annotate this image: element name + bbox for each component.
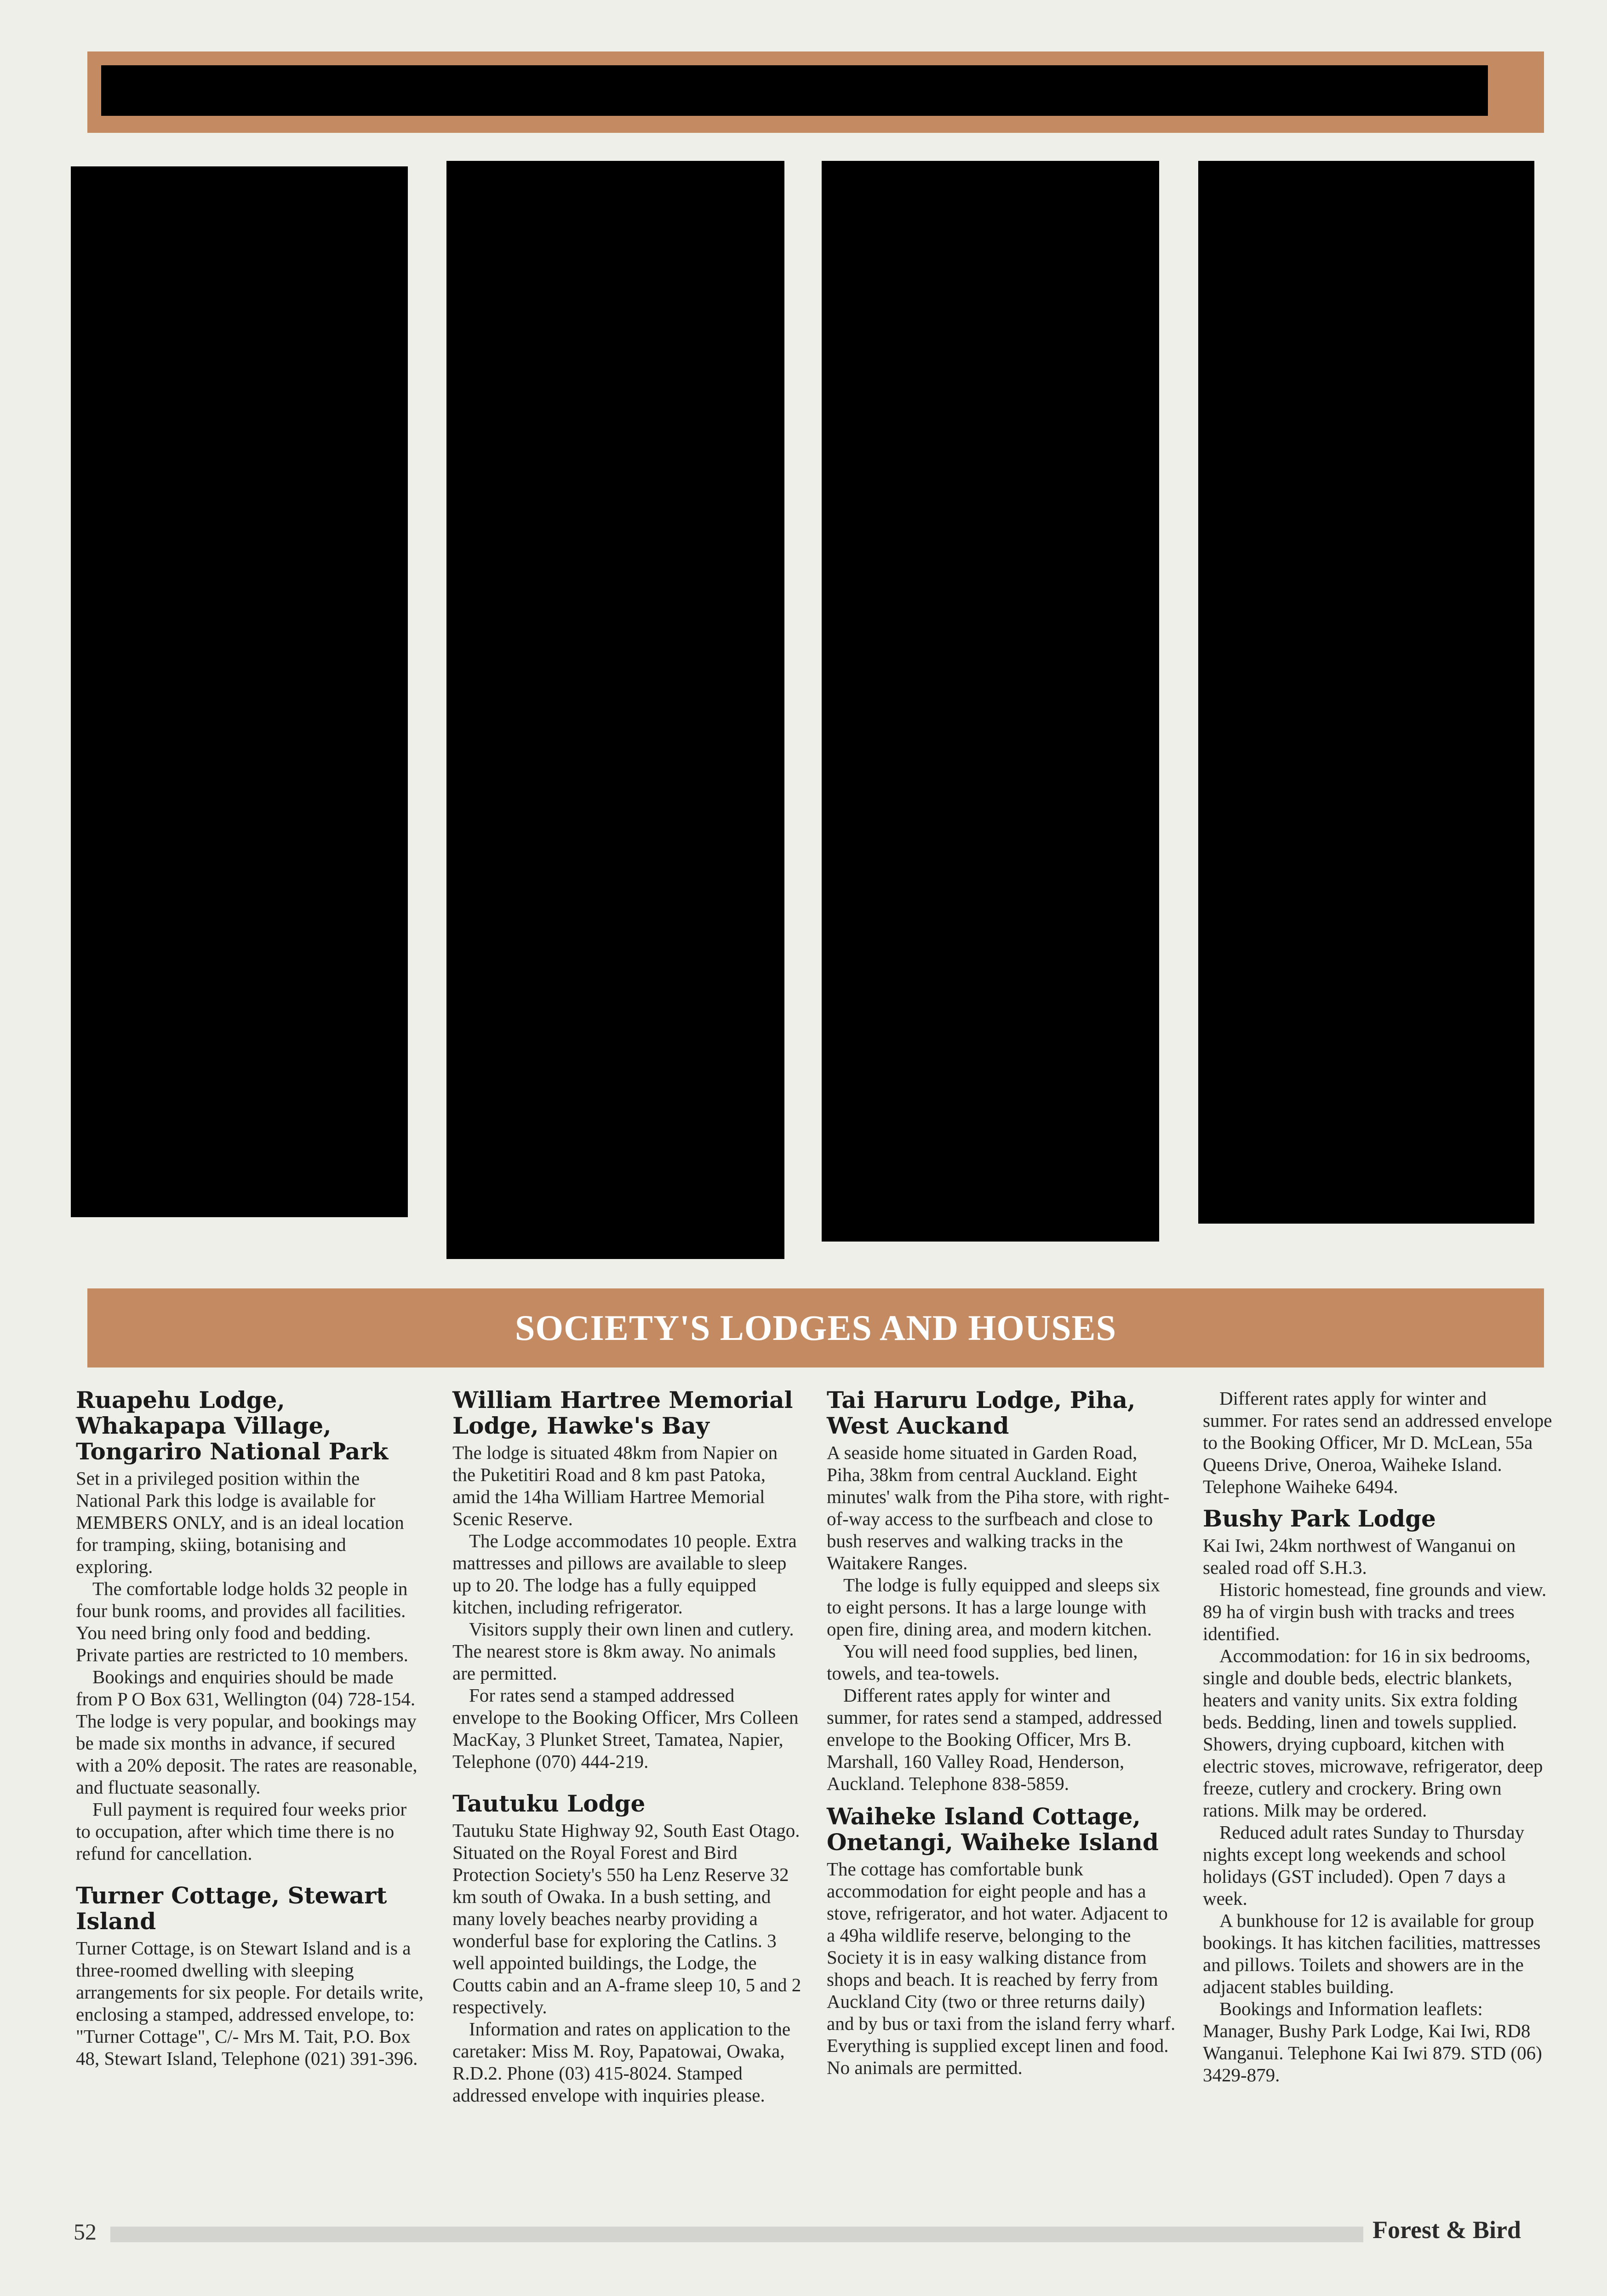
article-paragraph: Bookings and Information leaflets: Manager, Bushy Park Lodge, Kai Iwi, RD8 Wanganui. Telephone Kai Iwi 879. STD (06) 3429-879. [1203,1998,1542,2085]
text-column-4 [1203,1387,1552,2086]
article-paragraph: Reduced adult rates Sunday to Thursday nights except long weekends and school holidays (GST included). Open 7 days a week. [1203,1822,1525,1909]
article-heading: Bushy Park Lodge [1203,1505,1436,1532]
article-paragraph: Historic homestead, fine grounds and view. 89 ha of virgin bush with tracks and trees identified. [1203,1579,1547,1644]
article-paragraph: A bunkhouse for 12 is available for group bookings. It has kitchen facilities, mattresses and pillows. Toilets and showers are in the adjacent stables building. [1203,1910,1541,1997]
article-paragraph: For rates send a stamped addressed envelope to the Booking Officer, Mrs Colleen MacKay, 3 Plunket Street, Tamatea, Napier, Telephone (070) 444-219. [452,1685,799,1772]
text-column-2 [452,1387,802,2106]
article-heading: Waiheke Island Cottage, Onetangi, Waiheke Island [827,1803,1159,1856]
article-paragraph: Different rates apply for winter and summer. For rates send an addressed envelope to the Booking Officer, Mr D. McLean, 55a Queens Drive, Oneroa, Waiheke Island. Telephone Waiheke 6494. [1203,1388,1552,1497]
magazine-title: Forest & Bird [1373,2216,1521,2244]
article-waiheke-cottage-continued [1203,1387,1552,1498]
article-paragraph: Set in a privileged position within the National Park this lodge is available for MEMBERS ONLY, and is an ideal location for tramping, skiing, botanising and exploring. [76,1468,404,1577]
article-paragraph: Kai Iwi, 24km northwest of Wanganui on sealed road off S.H.3. [1203,1535,1516,1578]
article-paragraph: The lodge is fully equipped and sleeps six to eight persons. It has a large lounge with open fire, dining area, and modern kitchen. [827,1574,1160,1640]
page-number: 52 [74,2219,97,2245]
redacted-photo-4 [1198,161,1534,1224]
article-paragraph: Bookings and enquiries should be made from P O Box 631, Wellington (04) 728-154. The lodge is very popular, and bookings may be made six months in advance, if secured with a 20% deposit. The rates are reasonable, and fluctuate seasonally. [76,1666,417,1798]
article-tai-haruru-lodge [827,1387,1176,1795]
article-heading: Tai Haruru Lodge, Piha, West Auckand [827,1386,1136,1439]
text-column-1 [76,1387,425,2069]
article-paragraph: A seaside home situated in Garden Road, Piha, 38km from central Auckland. Eight minutes' walk from the Piha store, with right-of-way access to the surfbeach and close to bush reserves and walking tracks in the Waitakere Ranges. [827,1442,1170,1573]
article-paragraph: The Lodge accommodates 10 people. Extra mattresses and pillows are available to sleep up to 20. The lodge has a fully equipped kitchen, including refrigerator. [452,1530,797,1618]
article-paragraph: The cottage has comfortable bunk accommodation for eight people and has a stove, refrigerator, and hot water. Adjacent to a 49ha wildlife reserve, belonging to the Society it is in easy walking distance from shops and beach. It is reached by ferry from Auckland City (two or three returns daily) and by bus or taxi from the island ferry wharf. Everything is supplied except linen and food. No animals are permitted. [827,1858,1176,2078]
article-paragraph: The comfortable lodge holds 32 people in four bunk rooms, and provides all facilities. You need bring only food and bedding. Private parties are restricted to 10 members. [76,1578,408,1665]
article-heading: Ruapehu Lodge, Whakapapa Village, Tongariro National Park [76,1386,389,1465]
article-paragraph: Different rates apply for winter and summer, for rates send a stamped, addressed envelope to the Booking Officer, Mrs B. Marshall, 160 Valley Road, Henderson, Auckland. Telephone 838-5859. [827,1685,1162,1794]
article-waiheke-cottage [827,1804,1176,2079]
article-paragraph: The lodge is situated 48km from Napier on the Puketitiri Road and 8 km past Patoka, amid the 14ha William Hartree Memorial Scenic Reserve. [452,1442,778,1529]
redacted-photo-2 [446,161,784,1259]
article-heading: William Hartree Memorial Lodge, Hawke's Bay [452,1386,793,1439]
redacted-banner-bar [101,65,1488,116]
article-ruapehu-lodge [76,1387,425,1864]
redacted-photo-3 [822,161,1159,1242]
text-column-3 [827,1387,1176,2079]
article-turner-cottage [76,1883,425,2069]
article-paragraph: Tautuku State Highway 92, South East Otago. Situated on the Royal Forest and Bird Protection Society's 550 ha Lenz Reserve 32 km south of Owaka. In a bush setting, and many lovely beaches nearby providing a wonderful base for exploring the Catlins. 3 well appointed buildings, the Lodge, the Coutts cabin and an A-frame sleep 10, 5 and 2 respectively. [452,1820,801,2017]
footer-rule [110,2227,1363,2242]
article-bushy-park-lodge [1203,1506,1552,2086]
article-william-hartree-lodge [452,1387,802,1772]
article-paragraph: Turner Cottage, is on Stewart Island and is a three-roomed dwelling with sleeping arrangements for six people. For details write, enclosing a stamped, addressed envelope, to: "Turner Cottage", C/- Mrs M. Tait, P.O. Box 48, Stewart Island, Telephone (021) 391-396. [76,1937,423,2069]
article-paragraph: Accommodation: for 16 in six bedrooms, single and double beds, electric blankets, heaters and vanity units. Six extra folding beds. Bedding, linen and towels supplied. Showers, drying cupboard, kitchen with electric stoves, microwave, refrigerator, deep freeze, cutlery and crockery. Bring own rations. Milk may be ordered. [1203,1645,1543,1821]
article-tautuku-lodge [452,1791,802,2106]
article-heading: Tautuku Lodge [452,1790,646,1817]
redacted-photo-1 [71,166,408,1217]
article-paragraph: Visitors supply their own linen and cutlery. The nearest store is 8km away. No animals are permitted. [452,1618,794,1684]
section-title: SOCIETY'S LODGES AND HOUSES [515,1308,1116,1348]
article-paragraph: Full payment is required four weeks prior to occupation, after which time there is no refund for cancellation. [76,1799,407,1864]
section-banner [87,1288,1544,1367]
article-paragraph: Information and rates on application to the caretaker: Miss M. Roy, Papatowai, Owaka, R.D.2. Phone (03) 415-8024. Stamped addressed envelope with inquiries please. [452,2018,791,2106]
top-banner [87,51,1544,133]
article-paragraph: You will need food supplies, bed linen, towels, and tea-towels. [827,1641,1138,1684]
article-heading: Turner Cottage, Stewart Island [76,1882,387,1935]
